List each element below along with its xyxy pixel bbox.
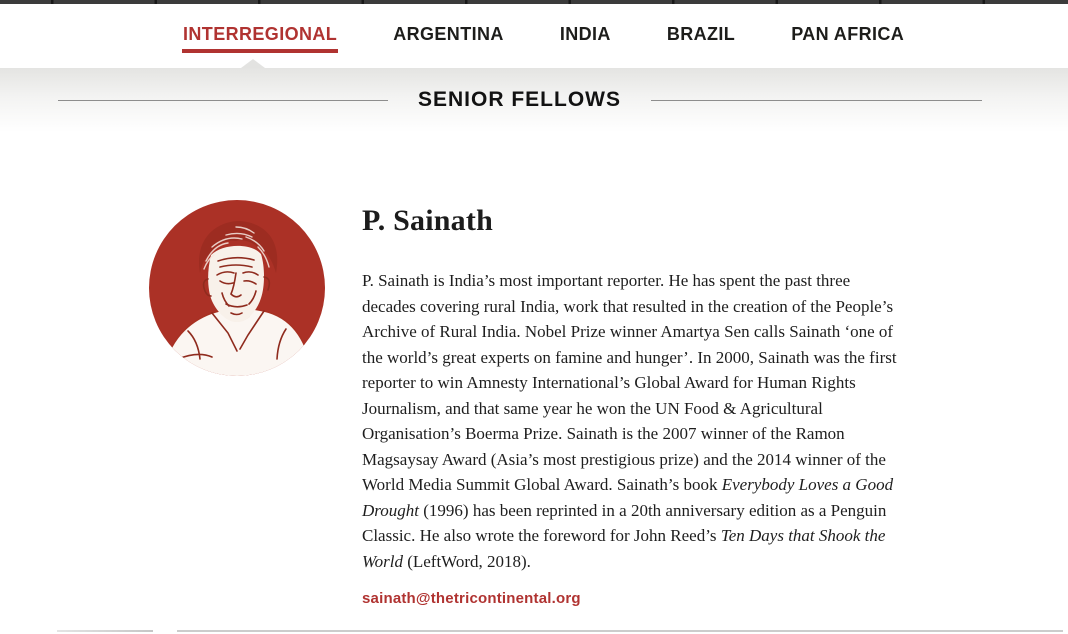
heading-rule-right <box>651 100 982 101</box>
active-tab-pointer <box>241 59 265 68</box>
fellow-email-link[interactable]: sainath@thetricontinental.org <box>362 590 581 607</box>
section-heading-row <box>58 68 982 132</box>
section-title: SENIOR FELLOWS <box>418 88 621 111</box>
tab-india[interactable]: INDIA <box>559 24 611 44</box>
section-heading-band <box>0 68 1068 132</box>
bottom-divider-left <box>57 630 153 632</box>
tab-brazil[interactable]: BRAZIL <box>666 24 736 44</box>
tab-argentina[interactable]: ARGENTINA <box>393 24 504 44</box>
p-sainath-portrait-icon <box>148 199 326 377</box>
heading-rule-left <box>58 100 388 101</box>
tab-pan-africa[interactable]: PAN AFRICA <box>791 24 905 44</box>
bottom-divider-right <box>177 630 1063 632</box>
fellow-bio: P. Sainath is India’s most important reporter. He has spent the past three decades covering rural India, work that resulted in the creation of the People’s Archive of Rural India. Nobel Prize winner Amartya Sen calls Sainath ‘one of the world’s great experts on famine and hunger’. In 2000, Sainath was the first reporter to win Amnesty International’s Global Award for Human Rights Journalism, and that same year he won the UN Food & Agricultural Organisation’s Boerma Prize. Sainath is the 2007 winner of the Ramon Magsaysay Award (Asia’s most prestigious prize) and the 2014 winner of the World Media Summit Global Award. Sainath’s book Everybody Loves a Good Drought (1996) has been reprinted in a 20th anniversary edition as a Penguin Classic. He also wrote the foreword for John Reed’s Ten Days that Shook the World (LeftWord, 2018). <box>362 271 897 571</box>
fellow-name: P. Sainath <box>362 204 493 237</box>
region-nav-items <box>183 24 904 50</box>
tab-interregional[interactable]: INTERREGIONAL <box>183 24 337 50</box>
region-nav <box>0 4 1068 68</box>
